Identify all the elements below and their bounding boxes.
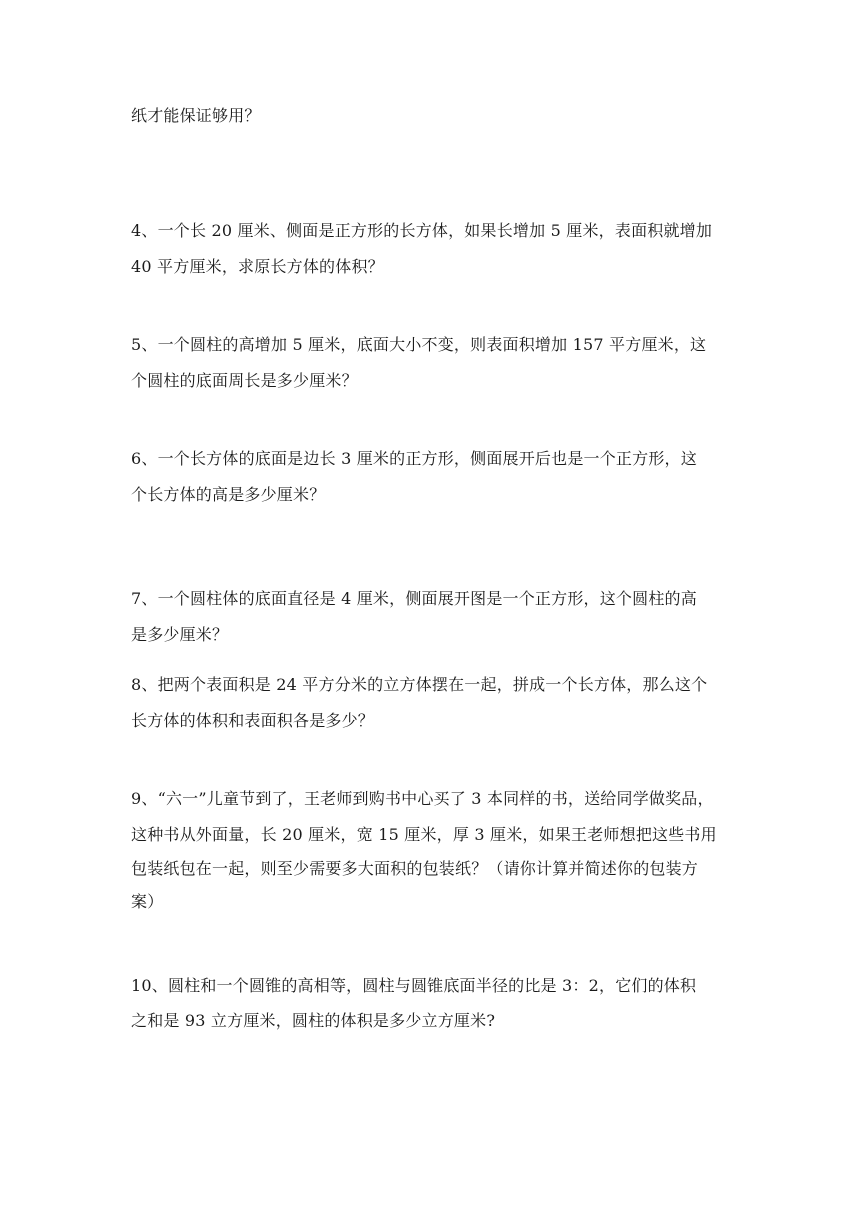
q7-line-2: 是多少厘米？ bbox=[131, 625, 229, 644]
q9-line-2: 这种书从外面量，长 20 厘米，宽 15 厘米，厚 3 厘米，如果王老师想把这些书用 bbox=[131, 825, 717, 844]
q10-line-1: 10、圆柱和一个圆锥的高相等，圆柱与圆锥底面半径的比是 3：2，它们的体积 bbox=[131, 976, 697, 995]
q8-line-1: 8、把两个表面积是 24 平方分米的立方体摆在一起，拼成一个长方体，那么这个 bbox=[131, 675, 708, 694]
q7-line-1: 7、一个圆柱体的底面直径是 4 厘米，侧面展开图是一个正方形，这个圆柱的高 bbox=[131, 589, 697, 608]
q9-line-1: 9、“六一”儿童节到了，王老师到购书中心买了 3 本同样的书，送给同学做奖品， bbox=[131, 789, 714, 808]
q5-line-1: 5、一个圆柱的高增加 5 厘米，底面大小不变，则表面积增加 157 平方厘米，这 bbox=[131, 335, 707, 354]
q9-line-3: 包装纸包在一起，则至少需要多大面积的包装纸？（请你计算并简述你的包装方 bbox=[131, 859, 699, 878]
q3-continuation-line: 纸才能保证够用？ bbox=[131, 106, 261, 125]
q4-line-2: 40 平方厘米，求原长方体的体积？ bbox=[131, 257, 384, 276]
q6-line-2: 个长方体的高是多少厘米？ bbox=[131, 485, 326, 504]
q4-line-1: 4、一个长 20 厘米、侧面是正方形的长方体，如果长增加 5 厘米，表面积就增加 bbox=[131, 221, 713, 240]
q9-line-4: 案） bbox=[131, 892, 164, 911]
q6-line-1: 6、一个长方体的底面是边长 3 厘米的正方形，侧面展开后也是一个正方形，这 bbox=[131, 449, 697, 468]
q8-line-2: 长方体的体积和表面积各是多少？ bbox=[131, 711, 375, 730]
q5-line-2: 个圆柱的底面周长是多少厘米？ bbox=[131, 371, 358, 390]
q10-line-2: 之和是 93 立方厘米，圆柱的体积是多少立方厘米? bbox=[131, 1011, 496, 1030]
